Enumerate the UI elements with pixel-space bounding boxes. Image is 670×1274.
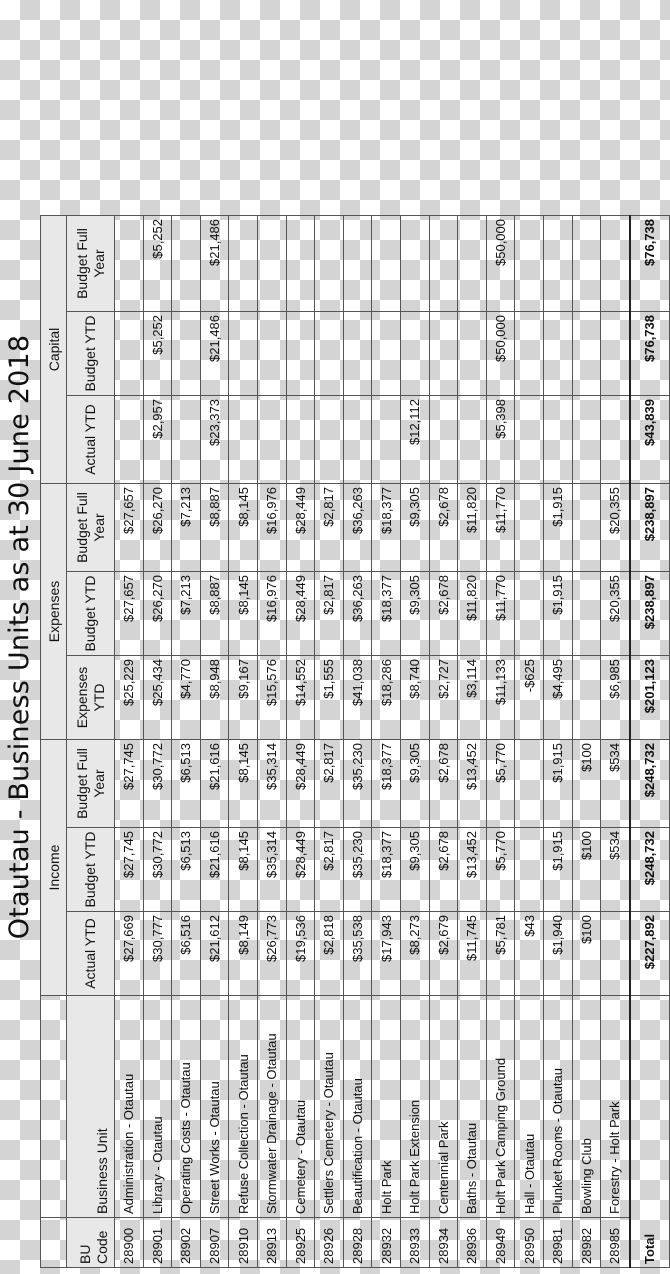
bu-code-cell: 28981 (543, 1218, 572, 1268)
expenses-budget-ytd-cell (572, 572, 601, 656)
income-budget-full-year-cell: $18,377 (372, 740, 401, 828)
income-budget-ytd-cell: $5,770 (486, 828, 515, 912)
business-unit-cell: Forestry - Holt Park (601, 996, 630, 1218)
capital-budget-ytd-cell (400, 312, 429, 396)
capital-budget-full-year-cell (172, 216, 201, 312)
table-row (286, 216, 315, 1268)
income-actual-ytd-cell: $26,773 (257, 912, 286, 996)
business-unit-cell: Settlers Cemetery - Otautau (315, 996, 344, 1218)
group-header-row (41, 216, 67, 1268)
expenses-budget-full-year-cell: $18,377 (372, 484, 401, 572)
bu-code-cell: 28950 (515, 1218, 544, 1268)
capital-actual-ytd-cell (601, 396, 630, 484)
total-expenses-budget-full-year: $238,897 (630, 484, 670, 572)
expenses-budget-full-year-cell: $20,355 (601, 484, 630, 572)
income-actual-ytd-cell: $5,781 (486, 912, 515, 996)
income-budget-ytd-cell: $35,230 (343, 828, 372, 912)
total-expenses-budget-ytd: $238,897 (630, 572, 670, 656)
business-unit-cell: Plunket Rooms - Otautau (543, 996, 572, 1218)
income-budget-full-year-cell: $27,745 (115, 740, 144, 828)
income-budget-ytd-cell: $100 (572, 828, 601, 912)
income-actual-ytd-cell: $27,669 (115, 912, 144, 996)
capital-budget-ytd-cell (286, 312, 315, 396)
expenses-ytd-cell: $25,229 (115, 656, 144, 740)
table-row (572, 216, 601, 1268)
table-row (143, 216, 172, 1268)
income-actual-ytd-cell (601, 912, 630, 996)
table-row (115, 216, 144, 1268)
group-header-income: Income (41, 740, 67, 996)
business-unit-cell: Centennial Park (429, 996, 458, 1218)
income-budget-full-year-cell: $6,513 (172, 740, 201, 828)
expenses-budget-full-year-cell: $11,770 (486, 484, 515, 572)
capital-actual-ytd-cell (229, 396, 258, 484)
bu-code-cell: 28913 (257, 1218, 286, 1268)
expenses-ytd-cell: $1,555 (315, 656, 344, 740)
column-header-income-actual-ytd: Actual YTD (67, 912, 115, 996)
capital-budget-ytd-cell (115, 312, 144, 396)
business-unit-cell: Holt Park Extension (400, 996, 429, 1218)
expenses-budget-ytd-cell: $36,263 (343, 572, 372, 656)
expenses-ytd-cell: $2,727 (429, 656, 458, 740)
income-actual-ytd-cell: $8,273 (400, 912, 429, 996)
total-income-budget-ytd: $248,732 (630, 828, 670, 912)
income-budget-full-year-cell: $21,616 (200, 740, 229, 828)
capital-actual-ytd-cell (343, 396, 372, 484)
income-actual-ytd-cell: $11,745 (458, 912, 487, 996)
expenses-budget-ytd-cell: $16,976 (257, 572, 286, 656)
table-row (601, 216, 630, 1268)
income-actual-ytd-cell: $100 (572, 912, 601, 996)
bu-code-cell: 28901 (143, 1218, 172, 1268)
income-budget-full-year-cell: $8,145 (229, 740, 258, 828)
income-actual-ytd-cell: $2,818 (315, 912, 344, 996)
business-unit-cell: Administration - Otautau (115, 996, 144, 1218)
income-budget-full-year-cell: $2,678 (429, 740, 458, 828)
business-unit-cell: Cemetery - Otautau (286, 996, 315, 1218)
capital-budget-full-year-cell (601, 216, 630, 312)
expenses-budget-ytd-cell (515, 572, 544, 656)
expenses-budget-ytd-cell: $11,770 (486, 572, 515, 656)
bu-code-cell: 28934 (429, 1218, 458, 1268)
capital-actual-ytd-cell (286, 396, 315, 484)
income-budget-full-year-cell: $30,772 (143, 740, 172, 828)
expenses-ytd-cell: $4,770 (172, 656, 201, 740)
capital-budget-full-year-cell (372, 216, 401, 312)
business-unit-cell: Holt Park (372, 996, 401, 1218)
income-actual-ytd-cell: $6,516 (172, 912, 201, 996)
capital-budget-full-year-cell (315, 216, 344, 312)
capital-budget-ytd-cell (572, 312, 601, 396)
total-row (630, 216, 670, 1268)
income-budget-ytd-cell: $21,616 (200, 828, 229, 912)
table-row (343, 216, 372, 1268)
income-actual-ytd-cell: $2,679 (429, 912, 458, 996)
capital-budget-ytd-cell (601, 312, 630, 396)
bu-code-cell: 28985 (601, 1218, 630, 1268)
income-budget-ytd-cell: $2,678 (429, 828, 458, 912)
column-header-income-budget-full-year: Budget Full Year (67, 740, 115, 828)
table-row (315, 216, 344, 1268)
capital-budget-ytd-cell (372, 312, 401, 396)
business-units-table (40, 215, 670, 1268)
capital-budget-full-year-cell (429, 216, 458, 312)
column-header-bu-code: BU Code (67, 1218, 115, 1268)
income-budget-full-year-cell (515, 740, 544, 828)
capital-budget-ytd-cell: $21,486 (200, 312, 229, 396)
bu-code-cell: 28907 (200, 1218, 229, 1268)
expenses-ytd-cell: $8,948 (200, 656, 229, 740)
table-row (172, 216, 201, 1268)
expenses-ytd-cell: $15,576 (257, 656, 286, 740)
column-header-row (67, 216, 115, 1268)
expenses-ytd-cell (572, 656, 601, 740)
column-header-expenses-budget-full-year: Budget Full Year (67, 484, 115, 572)
capital-budget-ytd-cell (229, 312, 258, 396)
capital-budget-full-year-cell (572, 216, 601, 312)
expenses-budget-ytd-cell: $9,305 (400, 572, 429, 656)
capital-actual-ytd-cell (172, 396, 201, 484)
income-budget-ytd-cell: $13,452 (458, 828, 487, 912)
capital-budget-full-year-cell (343, 216, 372, 312)
income-budget-full-year-cell: $35,314 (257, 740, 286, 828)
income-actual-ytd-cell: $21,612 (200, 912, 229, 996)
bu-code-cell: 28926 (315, 1218, 344, 1268)
table-row (229, 216, 258, 1268)
capital-budget-full-year-cell: $50,000 (486, 216, 515, 312)
income-budget-full-year-cell: $35,230 (343, 740, 372, 828)
income-budget-full-year-cell: $13,452 (458, 740, 487, 828)
bu-code-cell: 28949 (486, 1218, 515, 1268)
expenses-budget-full-year-cell: $2,678 (429, 484, 458, 572)
business-unit-cell: Hall - Otautau (515, 996, 544, 1218)
income-budget-ytd-cell: $2,817 (315, 828, 344, 912)
capital-budget-ytd-cell (343, 312, 372, 396)
income-budget-ytd-cell: $30,772 (143, 828, 172, 912)
bu-code-cell: 28902 (172, 1218, 201, 1268)
expenses-ytd-cell: $41,038 (343, 656, 372, 740)
column-header-business-unit: Business Unit (67, 996, 115, 1218)
capital-budget-ytd-cell (257, 312, 286, 396)
page-title: Otautau - Business Units as at 30 June 2018 (4, 334, 35, 940)
income-budget-ytd-cell: $1,915 (543, 828, 572, 912)
capital-budget-ytd-cell (315, 312, 344, 396)
table-row (200, 216, 229, 1268)
capital-actual-ytd-cell (572, 396, 601, 484)
capital-actual-ytd-cell (515, 396, 544, 484)
expenses-budget-ytd-cell: $8,145 (229, 572, 258, 656)
total-label: Total (630, 996, 670, 1268)
expenses-budget-ytd-cell: $2,817 (315, 572, 344, 656)
table-row (458, 216, 487, 1268)
income-budget-full-year-cell: $1,915 (543, 740, 572, 828)
capital-budget-full-year-cell (286, 216, 315, 312)
income-budget-ytd-cell: $6,513 (172, 828, 201, 912)
income-budget-full-year-cell: $5,770 (486, 740, 515, 828)
expenses-ytd-cell: $4,495 (543, 656, 572, 740)
column-header-capital-budget-full-year: Budget Full Year (67, 216, 115, 312)
income-actual-ytd-cell: $30,777 (143, 912, 172, 996)
business-unit-cell: Refuse Collection - Otautau (229, 996, 258, 1218)
group-header-capital: Capital (41, 216, 67, 484)
expenses-budget-full-year-cell: $36,263 (343, 484, 372, 572)
expenses-budget-ytd-cell: $20,355 (601, 572, 630, 656)
income-actual-ytd-cell: $8,149 (229, 912, 258, 996)
capital-budget-ytd-cell (429, 312, 458, 396)
expenses-budget-full-year-cell: $8,887 (200, 484, 229, 572)
column-header-capital-actual-ytd: Actual YTD (67, 396, 115, 484)
income-budget-full-year-cell: $9,305 (400, 740, 429, 828)
capital-budget-full-year-cell (400, 216, 429, 312)
capital-budget-full-year-cell (515, 216, 544, 312)
column-header-expenses-budget-ytd: Budget YTD (67, 572, 115, 656)
income-actual-ytd-cell: $19,536 (286, 912, 315, 996)
expenses-ytd-cell: $3,114 (458, 656, 487, 740)
total-income-budget-full-year: $248,732 (630, 740, 670, 828)
capital-budget-full-year-cell: $21,486 (200, 216, 229, 312)
capital-actual-ytd-cell (315, 396, 344, 484)
capital-budget-ytd-cell: $5,252 (143, 312, 172, 396)
capital-actual-ytd-cell: $23,373 (200, 396, 229, 484)
business-unit-cell: Baths - Otautau (458, 996, 487, 1218)
income-budget-ytd-cell: $35,314 (257, 828, 286, 912)
table-row (429, 216, 458, 1268)
table-row (372, 216, 401, 1268)
bu-code-cell: 28925 (286, 1218, 315, 1268)
table-row (543, 216, 572, 1268)
expenses-budget-full-year-cell: $11,820 (458, 484, 487, 572)
column-header-income-budget-ytd: Budget YTD (67, 828, 115, 912)
business-unit-cell: Beautification - Otautau (343, 996, 372, 1218)
capital-budget-ytd-cell (458, 312, 487, 396)
income-actual-ytd-cell: $17,943 (372, 912, 401, 996)
expenses-budget-full-year-cell: $16,976 (257, 484, 286, 572)
capital-actual-ytd-cell (115, 396, 144, 484)
expenses-budget-ytd-cell: $8,887 (200, 572, 229, 656)
expenses-budget-ytd-cell: $2,678 (429, 572, 458, 656)
business-unit-cell: Street Works - Otautau (200, 996, 229, 1218)
business-unit-cell: Operating Costs - Otautau (172, 996, 201, 1218)
expenses-budget-full-year-cell: $9,305 (400, 484, 429, 572)
expenses-budget-full-year-cell: $27,657 (115, 484, 144, 572)
expenses-budget-ytd-cell: $1,915 (543, 572, 572, 656)
income-budget-ytd-cell: $9,305 (400, 828, 429, 912)
capital-actual-ytd-cell (458, 396, 487, 484)
income-budget-full-year-cell: $100 (572, 740, 601, 828)
expenses-budget-ytd-cell: $7,213 (172, 572, 201, 656)
business-unit-cell: Holt Park Camping Ground (486, 996, 515, 1218)
table-row (515, 216, 544, 1268)
table-row (257, 216, 286, 1268)
income-budget-full-year-cell: $2,817 (315, 740, 344, 828)
expenses-ytd-cell: -$625 (515, 656, 544, 740)
bu-code-cell: 28932 (372, 1218, 401, 1268)
expenses-ytd-cell: $8,740 (400, 656, 429, 740)
group-header-expenses: Expenses (41, 484, 67, 740)
income-budget-full-year-cell: $28,449 (286, 740, 315, 828)
income-budget-ytd-cell: $18,377 (372, 828, 401, 912)
capital-actual-ytd-cell (372, 396, 401, 484)
business-unit-cell: Bowling Club (572, 996, 601, 1218)
expenses-budget-full-year-cell: $8,145 (229, 484, 258, 572)
bu-code-cell: 28933 (400, 1218, 429, 1268)
bu-code-cell: 28900 (115, 1218, 144, 1268)
capital-budget-ytd-cell (543, 312, 572, 396)
total-capital-actual-ytd: $43,839 (630, 396, 670, 484)
capital-actual-ytd-cell: $2,957 (143, 396, 172, 484)
capital-budget-full-year-cell (543, 216, 572, 312)
capital-budget-full-year-cell (458, 216, 487, 312)
expenses-ytd-cell: $18,286 (372, 656, 401, 740)
expenses-budget-full-year-cell: $28,449 (286, 484, 315, 572)
capital-actual-ytd-cell (543, 396, 572, 484)
column-header-capital-budget-ytd: Budget YTD (67, 312, 115, 396)
group-header-blank (41, 1218, 67, 1268)
expenses-budget-full-year-cell: $2,817 (315, 484, 344, 572)
capital-actual-ytd-cell: $5,398 (486, 396, 515, 484)
column-header-expenses-ytd: Expenses YTD (67, 656, 115, 740)
total-capital-budget-ytd: $76,738 (630, 312, 670, 396)
capital-budget-ytd-cell: $50,000 (486, 312, 515, 396)
expenses-budget-ytd-cell: $27,657 (115, 572, 144, 656)
bu-code-cell: 28936 (458, 1218, 487, 1268)
expenses-budget-full-year-cell (572, 484, 601, 572)
income-budget-full-year-cell: $534 (601, 740, 630, 828)
income-budget-ytd-cell: $8,145 (229, 828, 258, 912)
expenses-budget-ytd-cell: $18,377 (372, 572, 401, 656)
capital-budget-full-year-cell (115, 216, 144, 312)
expenses-ytd-cell: $11,133 (486, 656, 515, 740)
capital-budget-full-year-cell (229, 216, 258, 312)
capital-budget-full-year-cell: $5,252 (143, 216, 172, 312)
income-budget-ytd-cell: $534 (601, 828, 630, 912)
capital-actual-ytd-cell (429, 396, 458, 484)
expenses-ytd-cell: $14,552 (286, 656, 315, 740)
expenses-budget-ytd-cell: $26,270 (143, 572, 172, 656)
expenses-ytd-cell: $6,985 (601, 656, 630, 740)
income-budget-ytd-cell (515, 828, 544, 912)
capital-actual-ytd-cell (257, 396, 286, 484)
income-actual-ytd-cell: $43 (515, 912, 544, 996)
expenses-budget-ytd-cell: $28,449 (286, 572, 315, 656)
income-actual-ytd-cell: $1,940 (543, 912, 572, 996)
bu-code-cell: 28928 (343, 1218, 372, 1268)
expenses-budget-full-year-cell: $26,270 (143, 484, 172, 572)
expenses-budget-full-year-cell (515, 484, 544, 572)
expenses-budget-ytd-cell: $11,820 (458, 572, 487, 656)
table-row (400, 216, 429, 1268)
expenses-ytd-cell: $9,167 (229, 656, 258, 740)
table-body (115, 216, 630, 1268)
capital-budget-full-year-cell (257, 216, 286, 312)
income-budget-ytd-cell: $28,449 (286, 828, 315, 912)
total-capital-budget-full-year: $76,738 (630, 216, 670, 312)
business-unit-cell: Library - Otautau (143, 996, 172, 1218)
total-income-actual-ytd: $227,892 (630, 912, 670, 996)
expenses-ytd-cell: $25,434 (143, 656, 172, 740)
expenses-budget-full-year-cell: $7,213 (172, 484, 201, 572)
total-expenses-ytd: $201,123 (630, 656, 670, 740)
income-actual-ytd-cell: $35,538 (343, 912, 372, 996)
capital-budget-ytd-cell (172, 312, 201, 396)
bu-code-cell: 28910 (229, 1218, 258, 1268)
business-unit-cell: Stormwater Drainage - Otautau (257, 996, 286, 1218)
group-header-blank (41, 996, 67, 1218)
expenses-budget-full-year-cell: $1,915 (543, 484, 572, 572)
table-row (486, 216, 515, 1268)
capital-actual-ytd-cell: $12,112 (400, 396, 429, 484)
bu-code-cell: 28982 (572, 1218, 601, 1268)
capital-budget-ytd-cell (515, 312, 544, 396)
income-budget-ytd-cell: $27,745 (115, 828, 144, 912)
